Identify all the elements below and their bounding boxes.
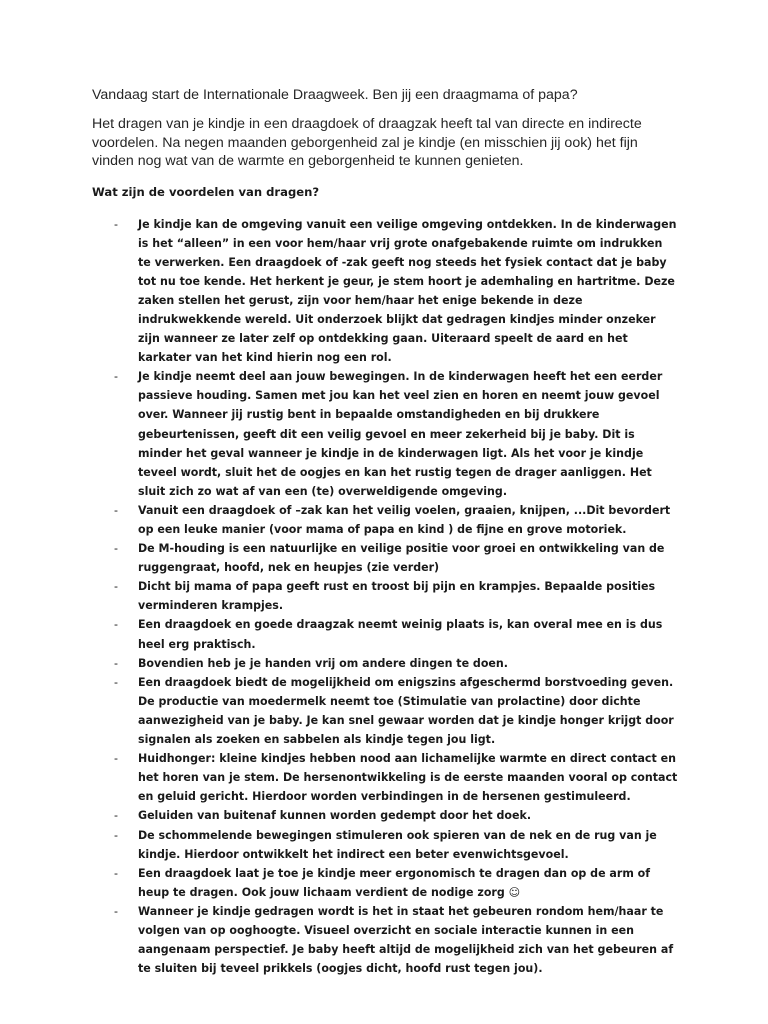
bullet-marker: -	[114, 866, 118, 880]
list-item-text: Bovendien heb je je handen vrij om andere dingen te doen.	[138, 656, 508, 670]
list-item	[92, 539, 678, 577]
section-heading: Wat zijn de voordelen van dragen?	[92, 184, 320, 199]
list-item-text: Je kindje neemt deel aan jouw bewegingen. In de kinderwagen heeft het een eerder passieve houding. Samen met jou kan het veel zien en horen en neemt jouw gevoel over. Wanneer jij rustig bent in bepaalde omstandigheden en bij drukkere gebeurtenissen, geeft dit een veilig gevoel en meer zekerheid bij je baby. Dit is minder het geval wanneer je kindje in de kinderwagen ligt. Als het voor je kindje teveel wordt, sluit het de oogjes en kan het rustig tegen de drager aanliggen. Het sluit zich zo wat af van een (te) overweldigende omgeving.	[138, 370, 663, 498]
list-item-text: De M-houding is een natuurlijke en veilige positie voor groei en ontwikkeling van de ruggengraat, hoofd, nek en heupjes (zie verder)	[138, 542, 665, 575]
list-item	[92, 749, 678, 806]
list-item-text: Een draagdoek biedt de mogelijkheid om enigszins afgeschermd borstvoeding geven. De productie van moedermelk neemt toe (Stimulatie van prolactine) door dichte aanwezigheid van je baby. Je kan snel gewaar worden dat je kindje honger krijgt door signalen als zoeken en sabbelen als kindje tegen jou ligt.	[138, 675, 674, 747]
list-item-text: De schommelende bewegingen stimuleren ook spieren van de nek en de rug van je kindje. Hierdoor ontwikkelt het indirect een beter evenwichtsgevoel.	[138, 828, 657, 861]
list-item	[92, 826, 678, 864]
bullet-marker: -	[114, 370, 118, 384]
bullet-marker: -	[114, 675, 118, 689]
benefits-list	[92, 215, 678, 979]
intro-paragraph: Het dragen van je kindje in een draagdoek of draagzak heeft tal van directe en indirecte voordelen. Na negen maanden geborgenheid zal je kindje (en misschien jij ook) het fijn vinden nog wat van de warmte en geborgenheid te kunnen genieten.	[92, 116, 642, 169]
list-item	[92, 367, 678, 501]
list-item	[92, 501, 678, 539]
bullet-marker: -	[114, 656, 118, 670]
list-item-text: Een draagdoek en goede draagzak neemt weinig plaats is, kan overal mee en is dus heel erg praktisch.	[138, 618, 663, 651]
bullet-marker: -	[114, 752, 118, 766]
bullet-marker: -	[114, 828, 118, 842]
list-item-text: Geluiden van buitenaf kunnen worden gedempt door het doek.	[138, 809, 532, 823]
bullet-marker: -	[114, 580, 118, 594]
bullet-marker: -	[114, 217, 118, 231]
list-item-text: Je kindje kan de omgeving vanuit een veilige omgeving ontdekken. In de kinderwagen is het “alleen” in een voor hem/haar vrij grote onafgebakende ruimte om indrukken te verwerken. Een draagdoek of -zak geeft nog steeds het fysiek contact dat je baby tot nu toe kende. Het herkent je geur, je stem hoort je ademhaling en hartritme. Deze zaken stellen het gerust, zijn voor hem/haar het enige bekende in deze indrukwekkende wereld. Uit onderzoek blijkt dat gedragen kindjes minder onzeker zijn wanneer ze later zelf op ontdekking gaan. Uiteraard speelt de aard en het karkater van het kind hierin nog een rol.	[138, 217, 677, 365]
bullet-marker: -	[114, 904, 118, 918]
bullet-marker: -	[114, 809, 118, 823]
list-item-text: Een draagdoek laat je toe je kindje meer ergonomisch te dragen dan op de arm of heup te dragen. Ook jouw lichaam verdient de nodige zorg ☺	[138, 866, 651, 899]
document-page	[92, 86, 678, 978]
list-item	[92, 215, 678, 368]
list-item-text: Huidhonger: kleine kindjes hebben nood aan lichamelijke warmte en direct contact en het horen van je stem. De hersenontwikkeling is de eerste maanden vooral op contact en geluid gericht. Hierdoor worden verbindingen in de hersenen gestimuleerd.	[138, 752, 678, 804]
bullet-marker: -	[114, 503, 118, 517]
intro-line: Vandaag start de Internationale Draagweek. Ben jij een draagmama of papa?	[92, 87, 578, 103]
list-item	[92, 673, 678, 749]
list-item-text: Wanneer je kindje gedragen wordt is het in staat het gebeuren rondom hem/haar te volgen van op ooghoogte. Visueel overzicht en sociale interactie kunnen in een aangenaam perspectief. Je baby heeft altijd de mogelijkheid zich van het gebeuren af te sluiten bij teveel prikkels (oogjes dicht, hoofd rust tegen jou).	[138, 904, 674, 976]
list-item	[92, 806, 678, 825]
bullet-marker: -	[114, 618, 118, 632]
list-item	[92, 654, 678, 673]
list-item-text: Vanuit een draagdoek of –zak kan het veilig voelen, graaien, knijpen, ...Dit bevordert op een leuke manier (voor mama of papa en kind ) de fijne en grove motoriek.	[138, 503, 671, 536]
list-item-text: Dicht bij mama of papa geeft rust en troost bij pijn en krampjes. Bepaalde posities verminderen krampjes.	[138, 580, 656, 613]
list-item	[92, 864, 678, 902]
list-item	[92, 902, 678, 978]
list-item	[92, 615, 678, 653]
bullet-marker: -	[114, 542, 118, 556]
list-item	[92, 577, 678, 615]
